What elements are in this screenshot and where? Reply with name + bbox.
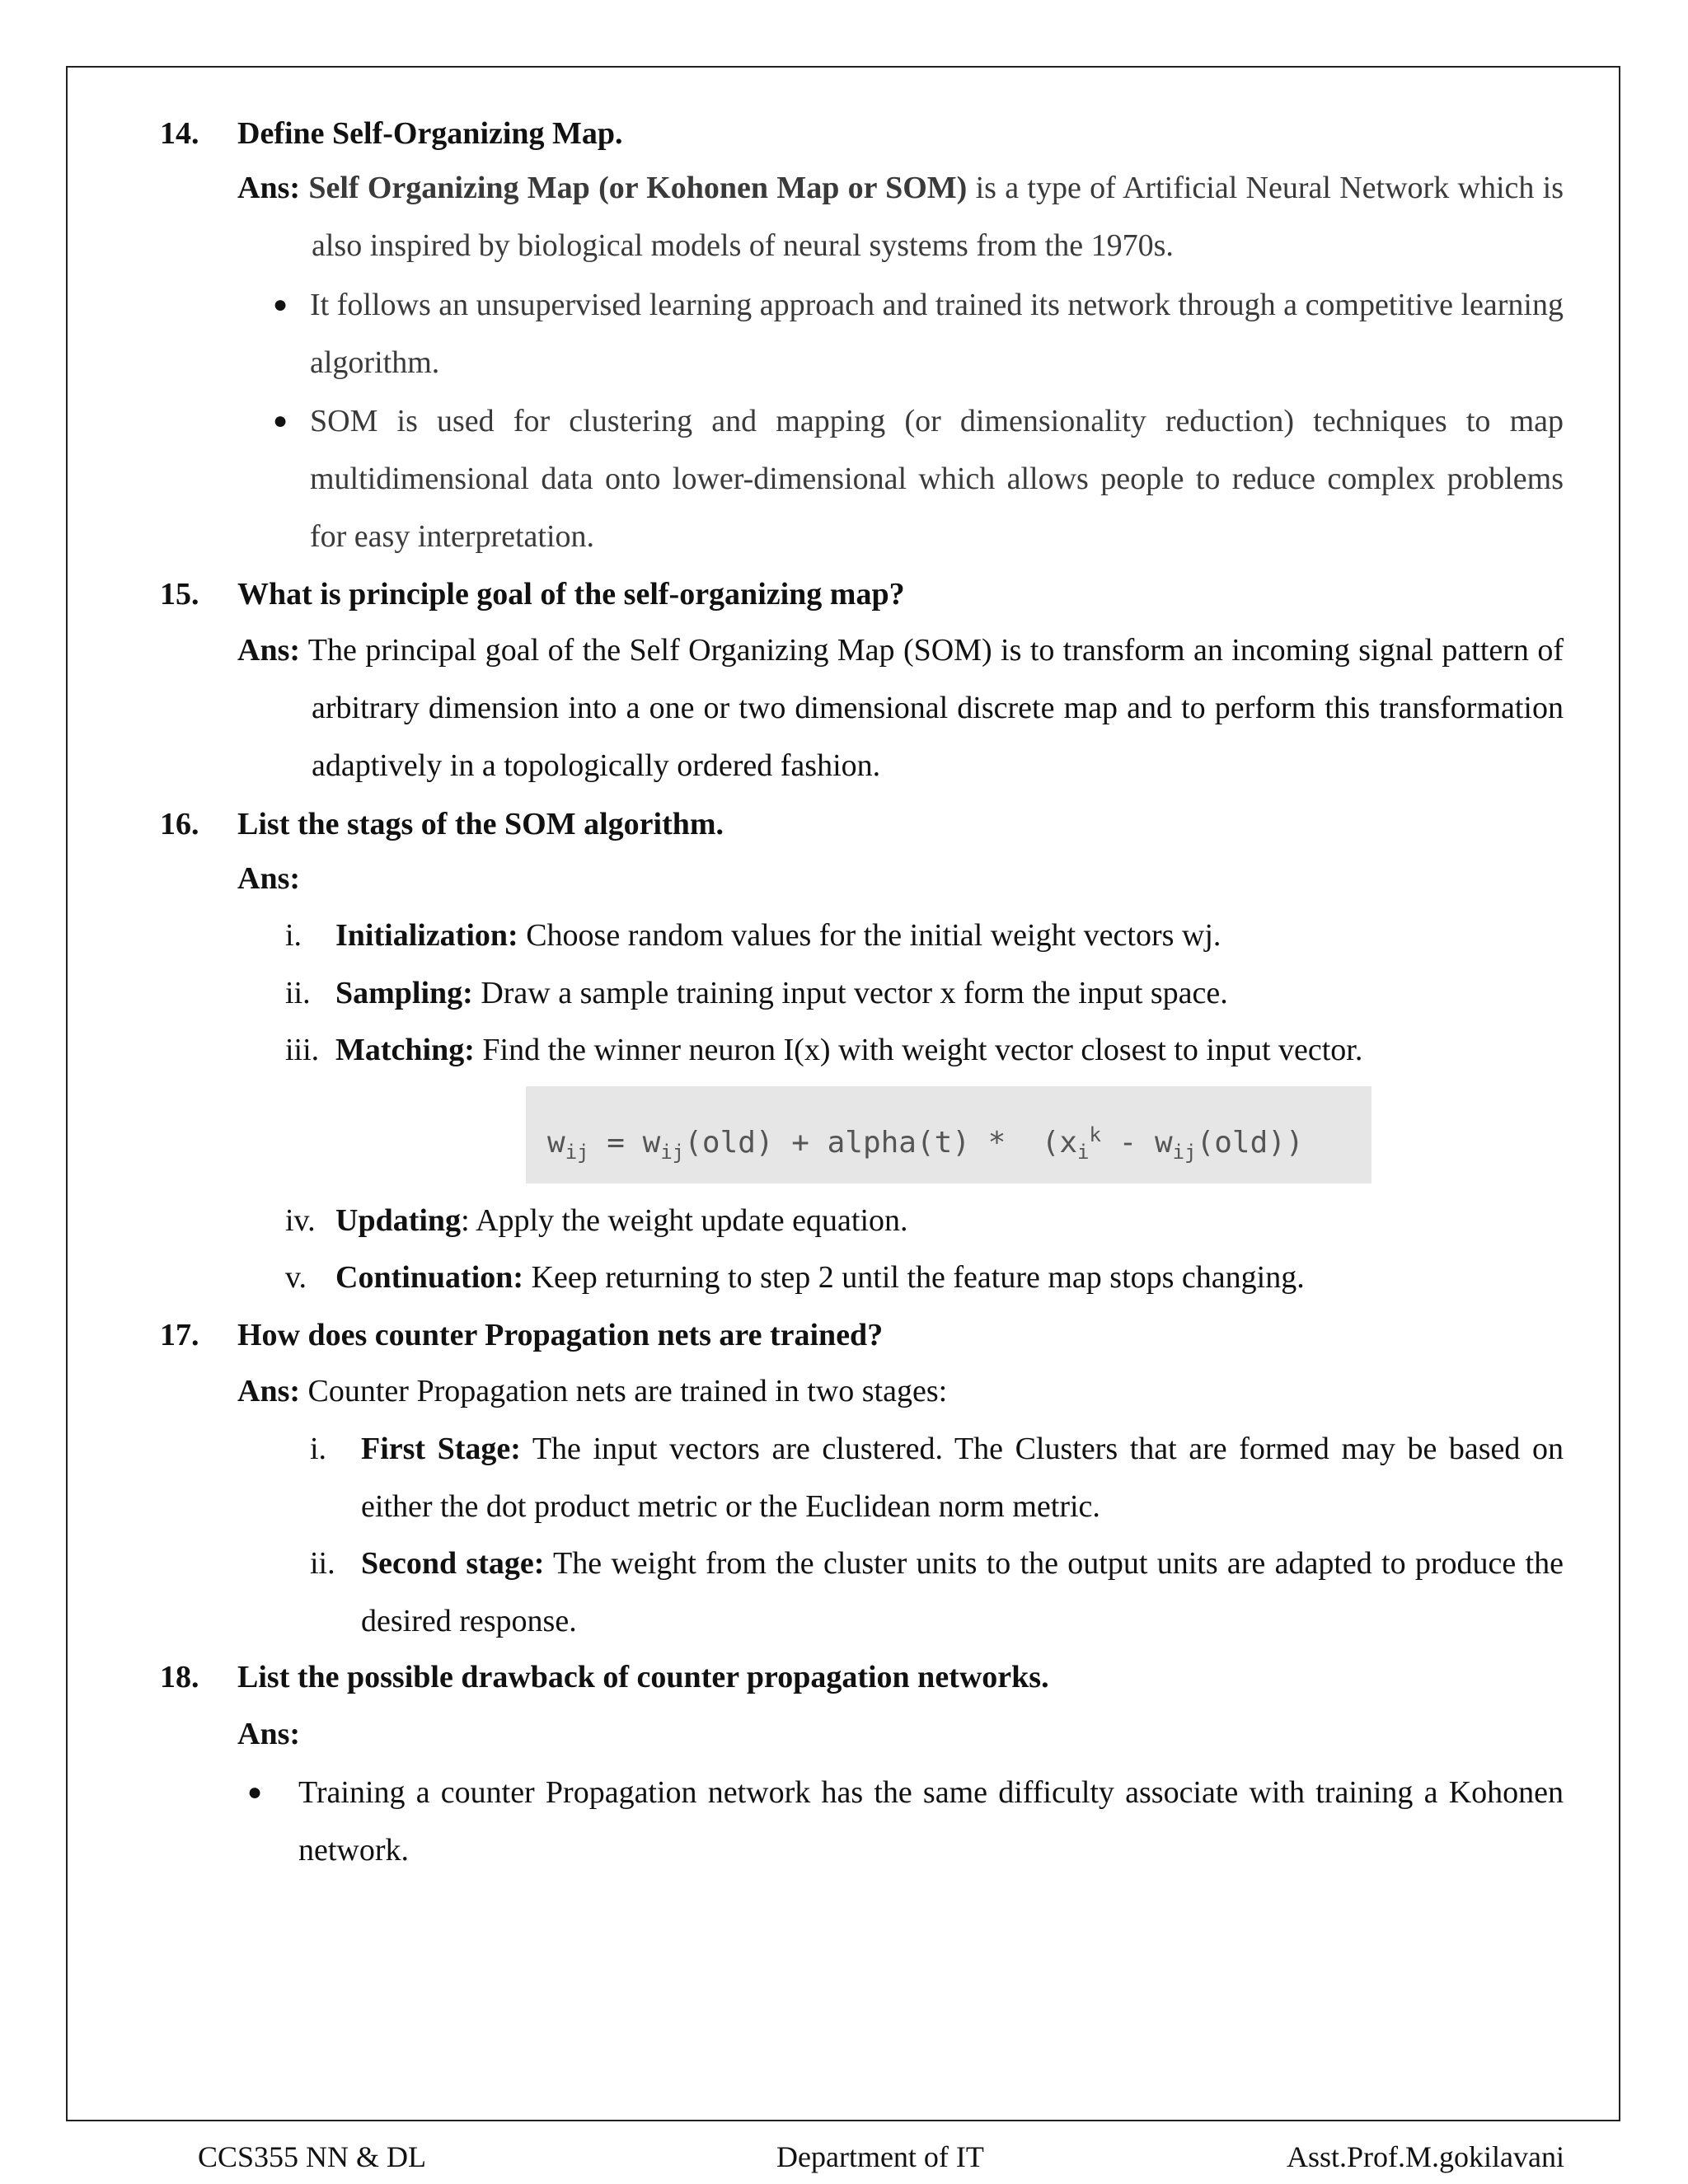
answer-16-label — [237, 850, 300, 907]
step-text: : Apply the weight update equation. — [461, 1203, 908, 1238]
step-text: Find the winner neuron I(x) with weight vector closest to input vector. — [474, 1033, 1363, 1067]
step-label: Continuation: — [335, 1260, 524, 1295]
footer-course: CCS355 NN & DL — [198, 2140, 427, 2173]
bullet-icon: ● — [247, 1779, 263, 1806]
answer-text: Counter Propagation nets are trained in two stages: — [300, 1374, 948, 1408]
step-matching — [335, 1021, 1564, 1079]
stage-first — [361, 1420, 1564, 1535]
answer-17 — [237, 1362, 1564, 1420]
step-label: Sampling: — [335, 976, 473, 1010]
answer-label: Ans: — [237, 1374, 301, 1408]
question-number: 18. — [160, 1660, 199, 1694]
step-number: ii. — [285, 976, 311, 1010]
weight-update-formula: $w_{ij} = w_{ij}(old)$ + alpha(t) * $(x_i^k - w_{ij}(old))$ — [526, 1086, 1372, 1183]
question-title: List the stags of the SOM algorithm. — [237, 807, 724, 841]
answer-label: Ans: — [237, 633, 301, 668]
q14-bullet-1: It follows an unsupervised learning approach and trained its network through a competitive learning algorithm. — [310, 288, 1564, 380]
answer-label: Ans: — [237, 861, 301, 896]
question-title: List the possible drawback of counter propagation networks. — [237, 1660, 1049, 1694]
stage-label: First Stage: — [361, 1432, 521, 1466]
step-text: Choose random values for the initial weight vectors wj. — [518, 918, 1221, 953]
answer-text: is a type of Artificial Neural Network which is also inspired by biological models of neural systems from the 1970s. — [312, 171, 1564, 263]
step-continuation — [335, 1249, 1564, 1306]
answer-14 — [237, 159, 1564, 274]
question-title: How does counter Propagation nets are trained? — [237, 1318, 884, 1352]
stage-text: The input vectors are clustered. The Clusters that are formed may be based on either the dot product metric or the Euclidean norm metric. — [361, 1432, 1564, 1524]
answer-bold-term: Self Organizing Map (or Kohonen Map or SOM) — [308, 171, 968, 205]
step-text: Draw a sample training input vector x form the input space. — [472, 976, 1228, 1010]
answer-18-label — [237, 1705, 300, 1763]
q18-bullet-1: Training a counter Propagation network has the same difficulty associate with training a Kohonen network. — [298, 1775, 1564, 1868]
stage-text: The weight from the cluster units to the output units are adapted to produce the desired response. — [361, 1546, 1564, 1638]
q14-bullet-2: SOM is used for clustering and mapping (or dimensionality reduction) techniques to map multidimensional data onto lower-dimensional which allows people to reduce complex problems for easy interpretation. — [310, 404, 1564, 554]
question-number: 15. — [160, 577, 199, 612]
step-updating — [335, 1192, 1564, 1249]
stage-label: Second stage: — [361, 1546, 545, 1581]
stage-second — [361, 1535, 1564, 1650]
step-text: Keep returning to step 2 until the feature map stops changing. — [523, 1260, 1305, 1295]
step-sampling — [335, 964, 1564, 1022]
stage-number: ii. — [310, 1546, 335, 1581]
step-initialization — [335, 907, 1564, 964]
bullet-icon: ● — [273, 407, 288, 434]
step-label: Matching: — [335, 1033, 475, 1067]
bullet-icon: ● — [273, 291, 288, 318]
answer-label: Ans: — [237, 171, 301, 205]
answer-15 — [237, 621, 1564, 794]
step-number: v. — [285, 1260, 307, 1295]
question-number: 14. — [160, 116, 199, 151]
step-label: Updating — [335, 1203, 462, 1238]
footer-department: Department of IT — [776, 2140, 984, 2173]
step-number: iii. — [285, 1033, 320, 1067]
question-number: 17. — [160, 1318, 199, 1352]
question-title: Define Self-Organizing Map. — [237, 116, 623, 151]
answer-text: The principal goal of the Self Organizing Map (SOM) is to transform an incoming signal pattern of arbitrary dimension into a one or two dimensional discrete map and to perform this transformation adaptively in a topologically ordered fashion. — [300, 633, 1564, 783]
footer-author: Asst.Prof.M.gokilavani — [1287, 2140, 1564, 2173]
step-number: iv. — [285, 1203, 316, 1238]
question-title: What is principle goal of the self-organizing map? — [237, 577, 905, 612]
answer-label: Ans: — [237, 1717, 301, 1751]
step-label: Initialization: — [335, 918, 518, 953]
stage-number: i. — [310, 1432, 327, 1466]
step-number: i. — [285, 918, 302, 953]
question-number: 16. — [160, 807, 199, 841]
